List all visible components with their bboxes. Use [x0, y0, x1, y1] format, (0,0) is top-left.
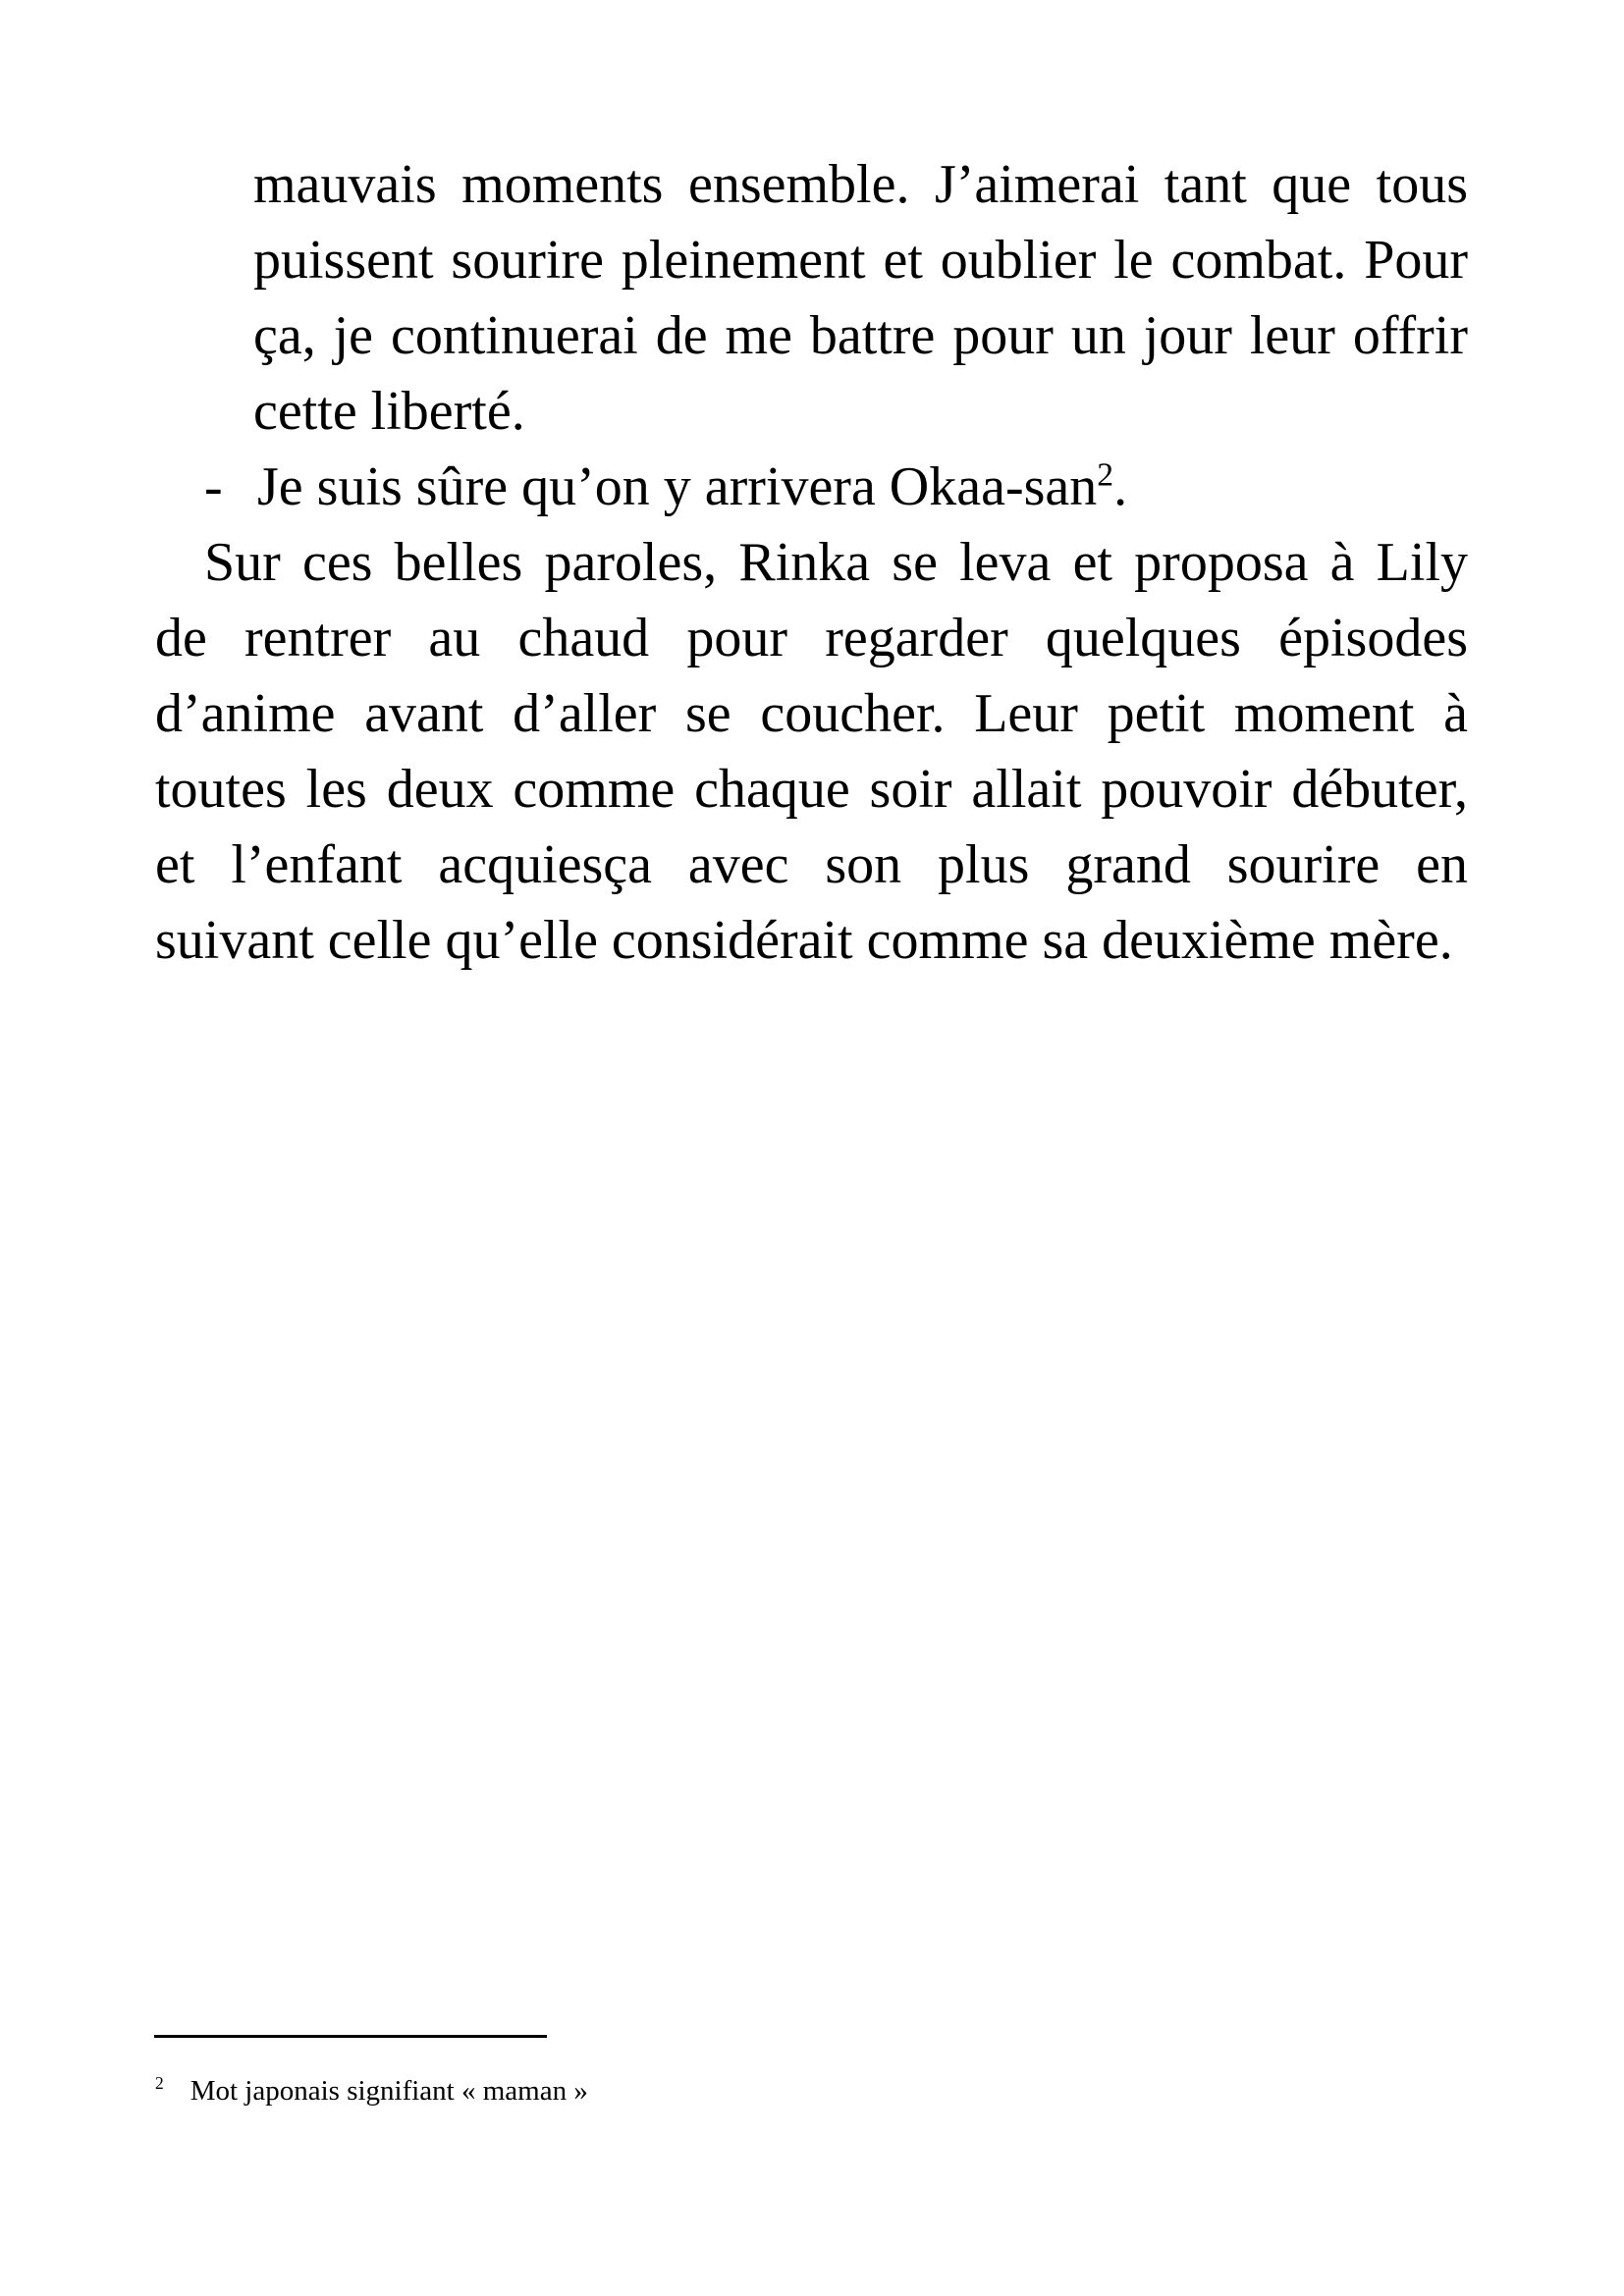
text-line: cette liberté.: [253, 381, 525, 442]
footnote-separator: [154, 2035, 547, 2038]
text-line: et l’enfant acquiesça avec son plus grand sourire en: [155, 834, 1468, 895]
text-line: Sur ces belles paroles, Rinka se leva et proposa à Lily: [204, 532, 1468, 593]
text-line: mauvais moments ensemble. J’aimerai tant que tous: [253, 154, 1468, 215]
dialogue-dash: -: [204, 456, 223, 517]
footnote-reference: 2: [1097, 456, 1114, 494]
body-text: [155, 147, 1468, 979]
paragraph-continuation: [253, 147, 1468, 450]
footnote-text: Mot japonais signifiant « maman »: [189, 2075, 588, 2107]
dialogue-line: [204, 450, 1468, 525]
paragraph-main: [155, 525, 1468, 979]
text-line: de rentrer au chaud pour regarder quelques épisodes: [155, 608, 1468, 668]
text-line: d’anime avant d’aller se coucher. Leur petit moment à: [155, 683, 1468, 744]
text-line: toutes les deux comme chaque soir allait pouvoir débuter,: [155, 759, 1468, 820]
footnote-marker: 2: [155, 2073, 164, 2094]
dialogue-text-end: .: [1113, 456, 1128, 517]
text-line: suivant celle qu’elle considérait comme sa deuxième mère.: [155, 910, 1453, 971]
dialogue-text: Je suis sûre qu’on y arrivera Okaa-san: [257, 456, 1098, 517]
text-line: ça, je continuerai de me battre pour un jour leur offrir: [253, 305, 1468, 366]
text-line: puissent sourire pleinement et oublier le combat. Pour: [253, 230, 1468, 291]
footnote: [155, 2072, 1468, 2109]
